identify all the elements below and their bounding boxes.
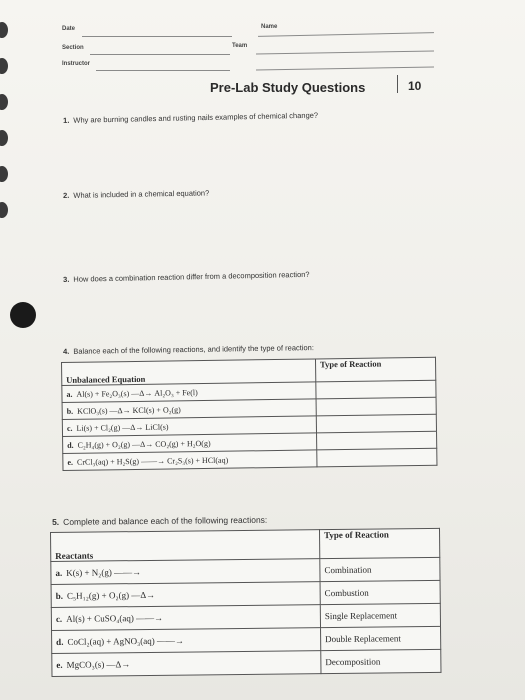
equation-cell xyxy=(63,450,317,471)
reactants-text: C₅H₁₂(g) + O₂(g) —Δ→ xyxy=(66,589,156,601)
question-2 xyxy=(63,188,209,200)
row-label: a. xyxy=(55,567,63,578)
question-4 xyxy=(63,343,314,356)
type-answer-cell[interactable] xyxy=(317,448,437,467)
question-1 xyxy=(63,111,318,125)
row-label: e. xyxy=(56,659,63,670)
equation-text: Al(s) + Fe₂O₃(s) —Δ→ Al₂O₃ + Fe(l) xyxy=(76,387,198,399)
header-type-of-reaction: Type of Reaction xyxy=(319,528,439,558)
binder-hole xyxy=(0,58,8,74)
chapter-number: 10 xyxy=(408,79,422,93)
reaction-table-4 xyxy=(61,357,437,471)
reactants-cell[interactable] xyxy=(51,559,320,585)
row-label: d. xyxy=(67,440,74,450)
binder-hole xyxy=(0,166,8,182)
name-label: Name xyxy=(261,24,278,30)
question-number: 2. xyxy=(63,190,70,200)
date-line[interactable] xyxy=(82,36,232,37)
type-cell: Double Replacement xyxy=(321,626,441,650)
table-header-row xyxy=(51,528,440,561)
type-answer-cell[interactable] xyxy=(316,397,436,416)
question-number: 5. xyxy=(52,516,60,527)
reactants-cell[interactable] xyxy=(52,628,321,654)
reactants-cell[interactable] xyxy=(51,605,320,631)
question-5 xyxy=(52,515,267,527)
team-label: Team xyxy=(232,43,248,49)
question-number: 3. xyxy=(63,274,70,284)
date-label: Date xyxy=(62,26,76,32)
reaction-table-5 xyxy=(50,528,441,677)
header-reactants: Reactants xyxy=(51,530,320,562)
question-text: What is included in a chemical equation? xyxy=(73,188,210,200)
binder-hole xyxy=(0,130,8,146)
table-row xyxy=(52,649,441,676)
equation-text: C₂H₄(g) + O₂(g) —Δ→ CO₂(g) + H₂O(g) xyxy=(77,438,211,450)
row-label: b. xyxy=(55,590,63,601)
extra-line xyxy=(256,66,434,70)
equation-text: KClO₃(s) —Δ→ KCl(s) + O₂(g) xyxy=(77,404,181,416)
reactants-text: MgCO₃(s) —Δ→ xyxy=(66,659,131,670)
type-answer-cell[interactable] xyxy=(317,431,437,450)
binder-hole xyxy=(0,22,8,38)
type-cell: Single Replacement xyxy=(320,603,440,627)
reactants-text: K(s) + N₂(g) ——→ xyxy=(66,567,142,578)
reactants-cell[interactable] xyxy=(52,651,321,677)
reactants-text: CoCl₂(aq) + AgNO₃(aq) ——→ xyxy=(67,635,185,647)
punch-hole xyxy=(10,302,36,328)
instructor-label: Instructor xyxy=(62,61,91,67)
question-text: Balance each of the following reactions, and identify the type of reaction: xyxy=(73,343,314,356)
instructor-line[interactable] xyxy=(96,70,230,71)
title-divider xyxy=(397,75,398,93)
reactants-text: Al(s) + CuSO₄(aq) ——→ xyxy=(66,612,164,624)
row-label: a. xyxy=(66,389,73,399)
question-3 xyxy=(63,270,310,284)
type-cell: Combustion xyxy=(320,580,440,604)
binder-hole xyxy=(0,94,8,110)
row-label: d. xyxy=(56,636,64,647)
type-cell: Combination xyxy=(320,557,440,581)
question-number: 4. xyxy=(63,346,70,356)
type-answer-cell[interactable] xyxy=(316,414,436,433)
type-answer-cell[interactable] xyxy=(316,380,436,399)
row-label: e. xyxy=(67,457,74,467)
team-line[interactable] xyxy=(256,50,434,54)
section-line[interactable] xyxy=(90,54,230,55)
header-unbalanced-equation: Unbalanced Equation xyxy=(62,359,316,386)
header-type-of-reaction: Type of Reaction xyxy=(315,357,435,382)
question-number: 1. xyxy=(63,115,70,125)
row-label: c. xyxy=(55,613,63,624)
question-text: Why are burning candles and rusting nails examples of chemical change? xyxy=(73,110,319,125)
row-label: b. xyxy=(66,406,74,416)
binder-hole xyxy=(0,202,8,218)
name-line[interactable] xyxy=(258,32,434,37)
question-text: How does a combination reaction differ from a decomposition reaction? xyxy=(73,269,310,284)
section-label: Section xyxy=(62,45,84,51)
question-text: Complete and balance each of the following reactions: xyxy=(63,514,268,527)
equation-text: CrCl₃(aq) + H₂S(g) ——→ Cr₂S₃(s) + HCl(aq) xyxy=(76,455,229,467)
equation-text: Li(s) + Cl₂(g) —Δ→ LiCl(s) xyxy=(76,422,169,433)
page-title: Pre-Lab Study Questions xyxy=(210,80,366,95)
type-cell: Decomposition xyxy=(321,649,441,673)
binder-holes xyxy=(0,0,14,700)
reactants-cell[interactable] xyxy=(51,582,320,608)
row-label: c. xyxy=(66,423,73,433)
